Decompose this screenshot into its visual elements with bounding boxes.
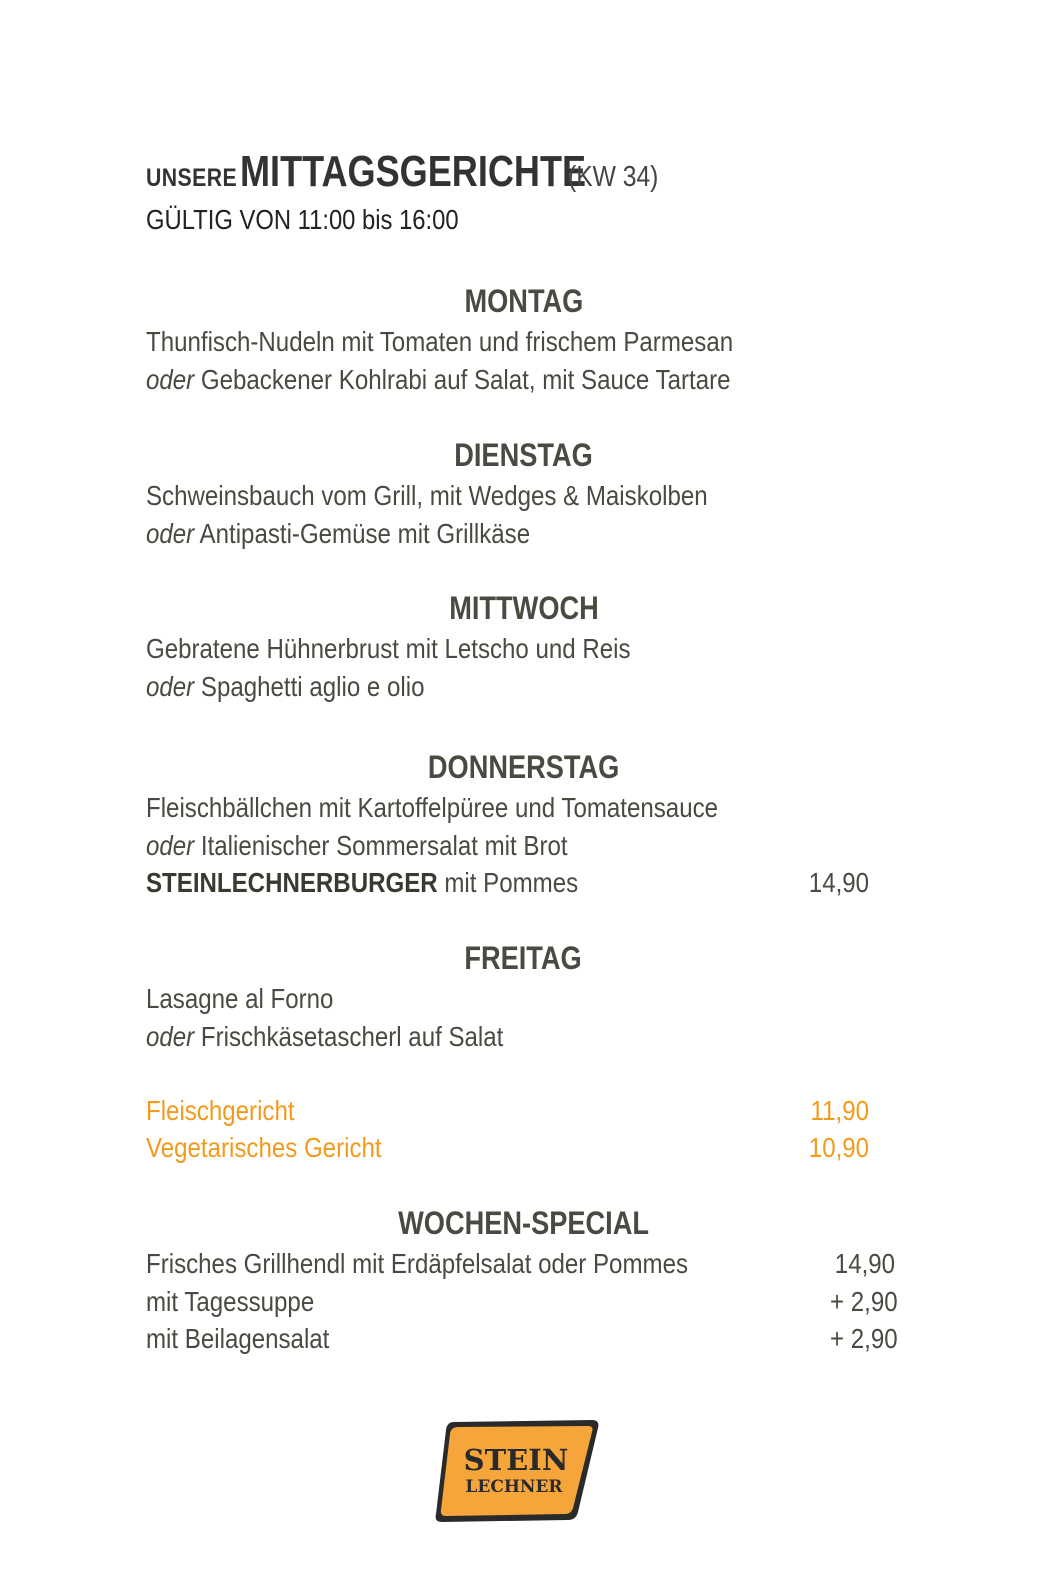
alt-prefix: oder xyxy=(146,364,195,395)
day-title-monday: MONTAG xyxy=(464,283,583,319)
burger-side: mit Pommes xyxy=(444,867,579,898)
dish-main-monday: Thunfisch-Nudeln mit Tomaten und frischem Parmesan xyxy=(146,326,734,357)
dish-alt-thursday xyxy=(146,830,568,862)
alt-prefix: oder xyxy=(146,518,195,549)
special-item-main: Frisches Grillhendl mit Erdäpfelsalat oder Pommes xyxy=(146,1248,689,1279)
special-title: WOCHEN-SPECIAL xyxy=(398,1205,649,1241)
special-item-salad: mit Beilagensalat xyxy=(146,1323,330,1354)
dish-alt-tuesday xyxy=(146,518,530,550)
price-value-vegetarian: 10,90 xyxy=(808,1132,869,1163)
menu-title xyxy=(146,147,675,196)
price-label-vegetarian: Vegetarisches Gericht xyxy=(146,1132,382,1163)
alt-dish: Italienischer Sommersalat mit Brot xyxy=(200,830,568,861)
dish-alt-monday xyxy=(146,364,731,396)
price-value-meat: 11,90 xyxy=(810,1095,869,1126)
dish-alt-friday xyxy=(146,1021,503,1053)
dish-main-wednesday: Gebratene Hühnerbrust mit Letscho und Reis xyxy=(146,633,631,664)
day-title-wednesday: MITTWOCH xyxy=(448,590,599,626)
day-title-thursday: DONNERSTAG xyxy=(427,749,620,785)
dish-alt-wednesday xyxy=(146,671,424,703)
alt-dish: Gebackener Kohlrabi auf Salat, mit Sauce Tartare xyxy=(200,364,731,395)
dish-main-thursday: Fleischbällchen mit Kartoffelpüree und Tomatensauce xyxy=(146,792,719,823)
alt-prefix: oder xyxy=(146,671,195,702)
title-week: (KW 34) xyxy=(568,161,659,193)
steinlechner-logo xyxy=(432,1416,602,1524)
alt-dish: Spaghetti aglio e olio xyxy=(200,671,425,702)
alt-prefix: oder xyxy=(146,1021,195,1052)
day-title-friday: FREITAG xyxy=(464,940,583,976)
price-label-meat: Fleischgericht xyxy=(146,1095,295,1126)
special-price-soup: + 2,90 xyxy=(830,1286,898,1317)
validity-text: GÜLTIG VON 11:00 bis 16:00 xyxy=(146,204,459,235)
alt-dish: Frischkäsetascherl auf Salat xyxy=(200,1021,504,1052)
dish-main-tuesday: Schweinsbauch vom Grill, mit Wedges & Maiskolben xyxy=(146,480,708,511)
special-price-main: 14,90 xyxy=(834,1248,895,1279)
menu-header xyxy=(146,147,675,236)
alt-prefix: oder xyxy=(146,830,195,861)
burger-name: STEINLECHNERBURGER xyxy=(146,867,438,898)
logo-line1: STEIN xyxy=(463,1443,569,1477)
special-item-soup: mit Tagessuppe xyxy=(146,1286,315,1317)
title-main: MITTAGSGERICHTE xyxy=(239,147,586,196)
title-prefix: UNSERE xyxy=(146,164,238,192)
dish-extra-thursday xyxy=(146,867,578,899)
burger-price: 14,90 xyxy=(808,867,869,898)
day-title-tuesday: DIENSTAG xyxy=(454,437,593,473)
dish-main-friday: Lasagne al Forno xyxy=(146,983,334,1014)
logo-line2: LECHNER xyxy=(465,1477,563,1497)
special-price-salad: + 2,90 xyxy=(830,1323,898,1354)
alt-dish: Antipasti-Gemüse mit Grillkäse xyxy=(199,518,531,549)
